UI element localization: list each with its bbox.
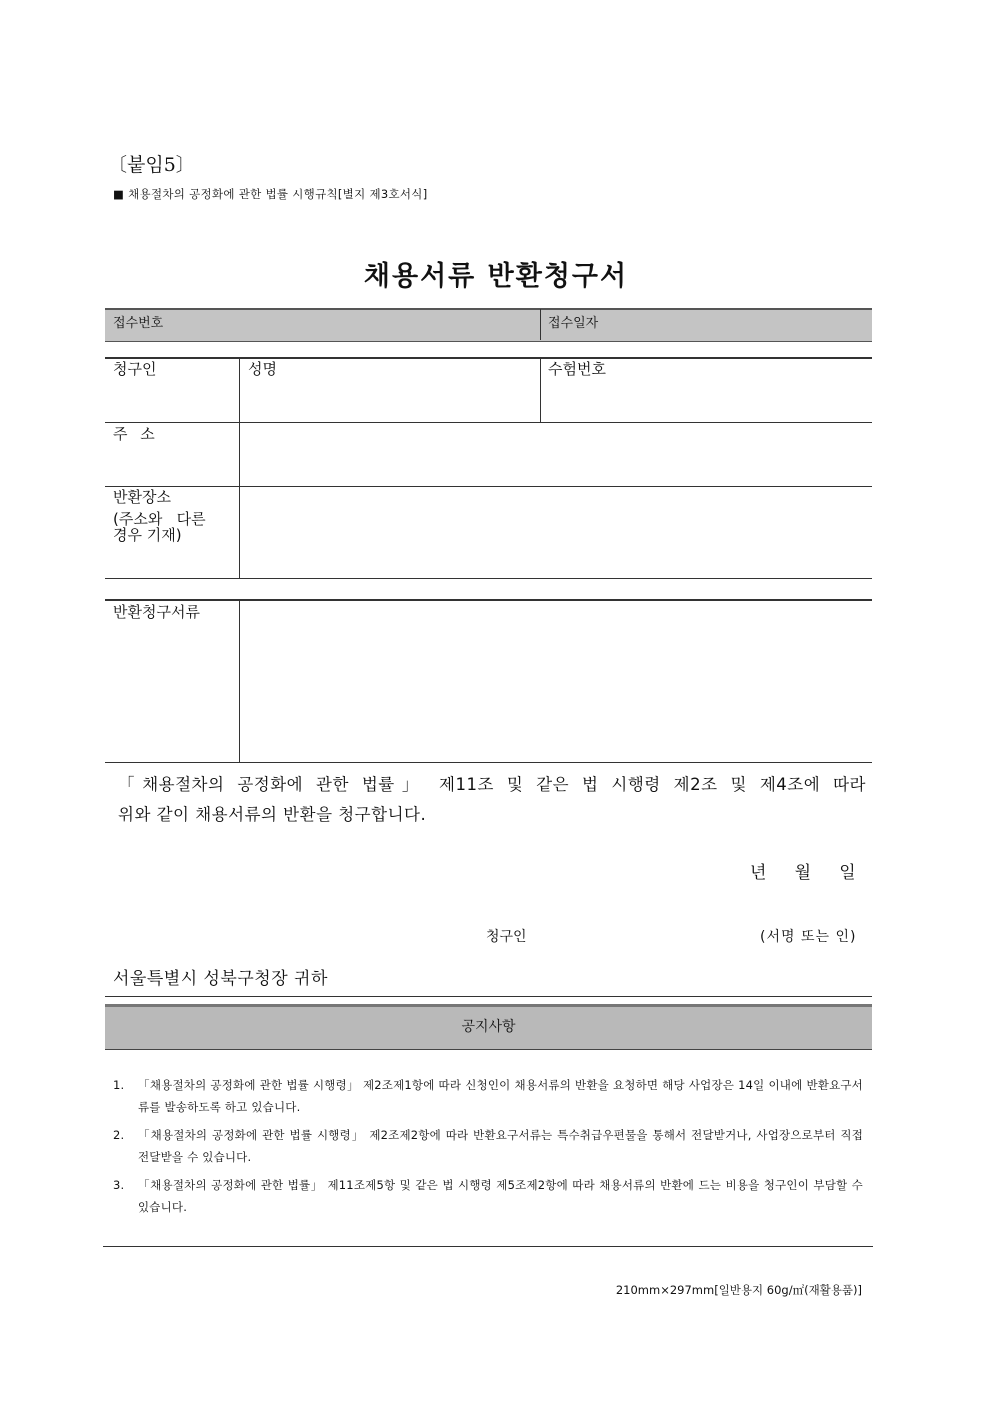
- return-place-bottom-border: [105, 578, 872, 579]
- documents-label: 반환청구서류: [113, 603, 200, 621]
- address-top-border: [105, 422, 872, 423]
- notice-item: [113, 1074, 863, 1118]
- notice-separator: [105, 996, 872, 997]
- exam-number-field[interactable]: [542, 382, 870, 420]
- notice-bottom-border: [103, 1246, 873, 1247]
- exam-number-label: 수험번호: [548, 360, 606, 378]
- notice-item-text: 「채용절차의 공정화에 관한 법률 시행령」 제2조제2항에 따라 반환요구서류는 특수취급우편물을 통해서 전달받거나, 사업장으로부터 직접 전달받을 수 있습니다.: [138, 1128, 863, 1164]
- return-place-note-2: 경우 기재): [113, 526, 182, 544]
- paper-spec: 210mm×297mm[일반용지 60g/㎡(재활용품)]: [615, 1283, 862, 1297]
- name-field[interactable]: [241, 382, 537, 420]
- name-exam-divider: [540, 359, 541, 422]
- receipt-row: [105, 308, 872, 342]
- signature-label: (서명 또는 인): [760, 929, 857, 945]
- notice-item: [113, 1174, 863, 1218]
- notice-item-text: 「채용절차의 공정화에 관한 법률 시행령」 제2조제1항에 따라 신청인이 채용서류의 반환을 요청하면 해당 사업장은 14일 이내에 반환요구서류를 발송하도록 하고 있습니다.: [138, 1078, 863, 1114]
- claimant-top-border: [105, 357, 872, 359]
- address-label: 주 소: [113, 425, 159, 443]
- form-subtitle: ■ 채용절차의 공정화에 관한 법률 시행규칙[별지 제3호서식]: [113, 187, 428, 201]
- claimant-sign-label: 청구인: [486, 929, 527, 945]
- recipient-line: 서울특별시 성북구청장 귀하: [113, 969, 328, 989]
- notice-item-number: 1.: [113, 1078, 125, 1092]
- attachment-label: 〔붙임5〕: [108, 154, 195, 176]
- receipt-number-label: 접수번호: [113, 316, 164, 331]
- statement-line-1: 「채용절차의 공정화에 관한 법률」 제11조 및 같은 법 시행령 제2조 및 제4조에 따라: [118, 775, 866, 794]
- receipt-divider: [540, 309, 541, 340]
- claimant-label: 청구인: [113, 360, 157, 378]
- page-title: 채용서류 반환청구서: [363, 261, 629, 292]
- return-place-field[interactable]: [241, 488, 870, 576]
- name-label: 성명: [248, 360, 277, 378]
- notice-item-number: 3.: [113, 1178, 125, 1192]
- documents-bottom-border: [105, 762, 872, 763]
- return-place-note: (주소와 다른: [113, 510, 206, 528]
- notice-item-number: 2.: [113, 1128, 125, 1142]
- notice-heading: 공지사항: [461, 1019, 516, 1035]
- return-place-label: 반환장소: [113, 488, 171, 506]
- statement-line-2: 위와 같이 채용서류의 반환을 청구합니다.: [118, 805, 427, 824]
- label-column-divider: [239, 359, 240, 579]
- documents-field[interactable]: [241, 602, 870, 760]
- address-field[interactable]: [241, 424, 870, 484]
- receipt-date-label: 접수일자: [548, 316, 599, 331]
- documents-top-border: [105, 599, 872, 601]
- notice-item-text: 「채용절차의 공정화에 관한 법률」 제11조제5항 및 같은 법 시행령 제5조제2항에 따라 채용서류의 반환에 드는 비용을 청구인이 부담할 수 있습니다.: [138, 1178, 863, 1214]
- date-line: 년 월 일: [750, 863, 859, 883]
- return-place-top-border: [105, 486, 872, 487]
- documents-divider: [239, 601, 240, 763]
- notice-item: [113, 1124, 863, 1168]
